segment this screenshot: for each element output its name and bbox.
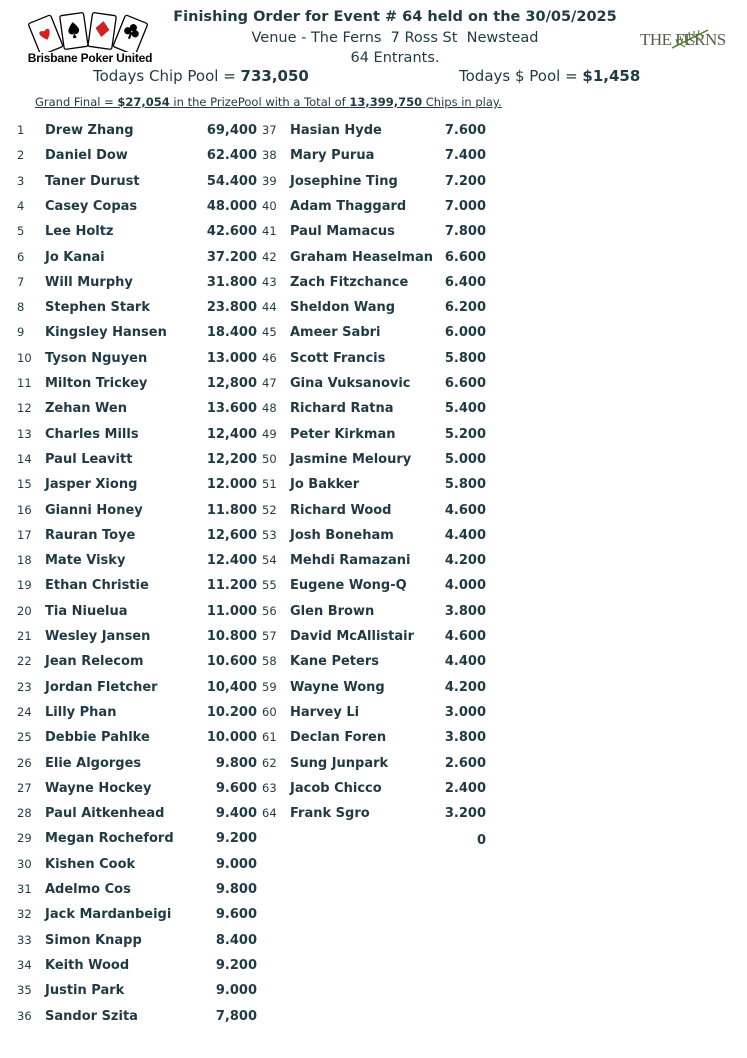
player-rank: 28	[17, 806, 32, 821]
player-rank: 39	[262, 173, 277, 188]
player-chips: 48.000	[206, 198, 257, 214]
player-name: Mehdi Ramazani	[290, 553, 411, 569]
grand-final-amount: $27,054	[117, 95, 170, 109]
player-rank: 11	[17, 376, 32, 390]
player-chips: 3.200	[444, 806, 486, 822]
player-rank: 6	[17, 249, 25, 264]
player-chips: 11.000	[206, 603, 257, 619]
player-name: Keith Wood	[45, 957, 130, 973]
player-name: Jack Mardanbeigi	[45, 907, 172, 923]
player-rank: 61	[262, 730, 277, 745]
player-name: Eugene Wong-Q	[290, 578, 407, 594]
player-chips: 12,800	[206, 376, 257, 391]
player-name: Jordan Fletcher	[45, 679, 158, 695]
the-ferns-logo	[640, 28, 736, 52]
grand-final-suffix: Chips in play.	[422, 95, 502, 109]
player-chips: 4.000	[444, 578, 486, 594]
player-chips: 3.800	[444, 603, 486, 619]
player-rank: 3	[17, 173, 25, 188]
player-rank: 37	[262, 123, 277, 137]
player-chips: 11.200	[206, 578, 257, 594]
player-chips: 10.200	[206, 704, 257, 720]
player-chips: 2.400	[444, 780, 486, 796]
page-title: Finishing Order for Event # 64 held on the 30/05/2025	[173, 9, 617, 25]
player-name: Ethan Christie	[45, 578, 149, 594]
player-name: Jo Kanai	[45, 249, 105, 265]
player-name: Simon Knapp	[45, 932, 142, 948]
player-name: Casey Copas	[45, 198, 138, 214]
player-rank: 62	[262, 755, 277, 770]
player-chips: 23.800	[206, 300, 257, 316]
chip-pool-label: Todays Chip Pool =	[93, 67, 241, 85]
player-name: Lilly Phan	[45, 704, 117, 720]
fern-leaf-icon	[670, 28, 710, 50]
player-rank: 29	[17, 831, 32, 846]
player-chips: 13.000	[206, 350, 257, 366]
player-name: Megan Rocheford	[45, 831, 174, 847]
player-chips: 4.600	[444, 502, 486, 518]
player-rank: 42	[262, 249, 277, 264]
player-rank: 56	[262, 603, 277, 618]
player-rank: 43	[262, 274, 277, 289]
player-name: Paul Leavitt	[45, 451, 133, 467]
player-rank: 48	[262, 401, 277, 416]
player-chips: 6.000	[444, 325, 486, 341]
chip-pool-value: 733,050	[240, 67, 309, 85]
player-name: Lee Holtz	[45, 224, 114, 240]
player-rank: 63	[262, 780, 277, 795]
player-chips: 3.000	[444, 704, 486, 720]
player-name: Harvey Li	[290, 704, 360, 720]
player-name: Jo Bakker	[290, 477, 360, 493]
player-rank: 8	[17, 300, 25, 315]
player-chips: 10,400	[206, 679, 257, 695]
player-chips: 10.800	[206, 629, 257, 644]
player-name: Adelmo Cos	[45, 882, 131, 897]
player-rank: 51	[262, 477, 277, 492]
player-rank: 19	[17, 578, 32, 593]
player-chips: 42.600	[206, 224, 257, 240]
player-chips: 12.400	[206, 553, 257, 569]
player-rank: 10	[17, 350, 32, 365]
player-chips: 9.600	[215, 907, 257, 923]
player-chips: 4.200	[444, 679, 486, 695]
player-name: Sung Junpark	[290, 755, 389, 771]
player-chips: 7.800	[444, 224, 486, 240]
player-chips: 11.800	[206, 502, 257, 518]
player-name: Zehan Wen	[45, 401, 127, 417]
grand-final-prefix: Grand Final =	[35, 95, 118, 109]
player-rank: 5	[17, 224, 25, 239]
player-name: Glen Brown	[290, 603, 375, 619]
player-rank: 58	[262, 654, 277, 669]
player-chips: 6.200	[444, 300, 486, 316]
player-chips: 5.800	[444, 350, 486, 366]
player-rank: 52	[262, 502, 277, 517]
player-name: Josephine Ting	[290, 173, 398, 189]
player-name: Sandor Szita	[45, 1008, 138, 1024]
player-name: Frank Sgro	[290, 806, 370, 822]
player-name: Scott Francis	[290, 350, 386, 366]
player-name: Sheldon Wang	[290, 300, 396, 316]
player-chips: 7.600	[444, 123, 486, 138]
player-name: Wayne Hockey	[45, 780, 152, 796]
player-chips: 12,600	[206, 527, 257, 543]
player-name: Tia Niuelua	[45, 603, 128, 619]
player-name: Ameer Sabri	[290, 325, 381, 341]
player-chips: 9.800	[215, 755, 257, 771]
player-name: Adam Thaggard	[290, 198, 407, 214]
player-rank: 1	[17, 123, 25, 137]
player-name: Kishen Cook	[45, 856, 136, 872]
player-name: Jasper Xiong	[45, 477, 138, 493]
player-rank: 18	[17, 553, 32, 568]
player-name: Jacob Chicco	[290, 780, 382, 796]
player-chips: 6.600	[444, 376, 486, 391]
player-name: Milton Trickey	[45, 376, 148, 391]
player-name: Declan Foren	[290, 730, 387, 746]
player-rank: 31	[17, 882, 32, 896]
player-name: Gianni Honey	[45, 502, 143, 518]
player-chips: 7.000	[444, 198, 486, 214]
player-name: Graham Heaselman	[290, 249, 434, 265]
player-name: Kingsley Hansen	[45, 325, 167, 341]
player-chips: 9.600	[215, 780, 257, 796]
player-chips: 4.600	[444, 629, 486, 644]
player-name: Justin Park	[45, 983, 125, 999]
player-chips: 9.000	[215, 856, 257, 872]
player-chips: 54.400	[206, 173, 257, 189]
player-name: Jean Relecom	[45, 654, 144, 670]
player-rank: 30	[17, 856, 32, 871]
player-chips: 9.800	[215, 882, 257, 897]
player-name: Richard Ratna	[290, 401, 394, 417]
player-chips: 5.000	[444, 451, 486, 467]
player-chips: 2.600	[444, 755, 486, 771]
player-chips: 37.200	[206, 249, 257, 265]
player-chips: 5.800	[444, 477, 486, 493]
player-name: Charles Mills	[45, 426, 139, 442]
dollar-pool-value: $1,458	[582, 67, 641, 85]
player-rank: 33	[17, 932, 32, 947]
player-rank: 16	[17, 502, 32, 517]
player-rank: 25	[17, 730, 32, 745]
player-name: Hasian Hyde	[290, 123, 382, 138]
player-chips: 12.000	[206, 477, 257, 493]
player-rank: 23	[17, 679, 32, 694]
player-chips: 9.200	[215, 957, 257, 973]
player-name: Tyson Nguyen	[45, 350, 148, 366]
player-rank: 45	[262, 325, 277, 340]
grand-final-middle: in the PrizePool with a Total of	[169, 95, 350, 109]
player-name: Zach Fitzchance	[290, 274, 409, 290]
player-name: Paul Mamacus	[290, 224, 395, 240]
player-name: Gina Vuksanovic	[290, 376, 411, 391]
player-chips: 31.800	[206, 274, 257, 290]
player-rank: 12	[17, 401, 32, 416]
player-rank: 41	[262, 224, 277, 239]
player-name: Daniel Dow	[45, 148, 128, 164]
player-rank: 36	[17, 1008, 32, 1023]
player-name: Will Murphy	[45, 274, 133, 290]
player-name: Peter Kirkman	[290, 426, 396, 442]
player-rank: 2	[17, 148, 25, 163]
ferns-logo-text: THE FERNS	[640, 30, 726, 49]
player-name: Taner Durust	[45, 173, 140, 189]
player-name: Elie Algorges	[45, 755, 142, 771]
player-chips: 10.600	[206, 654, 257, 670]
playing-cards-icon	[24, 10, 154, 52]
player-rank: 54	[262, 553, 277, 568]
player-chips: 5.200	[444, 426, 486, 442]
dollar-pool-label: Todays $ Pool =	[459, 67, 583, 85]
player-chips: 6.600	[444, 249, 486, 265]
player-chips: 5.400	[444, 401, 486, 417]
player-chips: 3.800	[444, 730, 486, 746]
player-rank: 27	[17, 780, 32, 795]
player-rank: 49	[262, 426, 277, 441]
player-rank: 17	[17, 527, 32, 542]
player-rank: 15	[17, 477, 32, 492]
player-chips: 7.200	[444, 173, 486, 189]
player-chips: 10.000	[206, 730, 257, 746]
player-rank: 7	[17, 274, 25, 289]
player-rank: 46	[262, 350, 277, 365]
player-chips: 13.600	[206, 401, 257, 417]
player-rank: 13	[17, 426, 32, 441]
player-rank: 64	[262, 806, 277, 821]
player-chips: 4.400	[444, 527, 486, 543]
player-rank: 32	[17, 907, 32, 922]
player-chips: 8.400	[215, 932, 257, 948]
player-chips: 12,400	[206, 426, 257, 442]
player-rank: 59	[262, 679, 277, 694]
player-name: Wayne Wong	[290, 679, 385, 695]
player-chips: 62.400	[206, 148, 257, 164]
player-rank: 26	[17, 755, 32, 770]
column-total: 0	[476, 833, 486, 848]
player-rank: 50	[262, 451, 277, 466]
player-name: Rauran Toye	[45, 527, 136, 543]
player-name: Wesley Jansen	[45, 629, 151, 644]
player-rank: 40	[262, 198, 277, 213]
player-name: Richard Wood	[290, 502, 392, 518]
chip-pool	[93, 67, 309, 85]
player-name: Drew Zhang	[45, 123, 134, 138]
player-chips: 9.400	[215, 806, 257, 822]
grand-final-chips: 13,399,750	[349, 95, 423, 109]
entrants-count: 64 Entrants.	[350, 50, 440, 66]
player-name: Paul Aitkenhead	[45, 806, 165, 822]
player-name: Josh Boneham	[290, 527, 394, 543]
player-chips: 7,800	[215, 1008, 257, 1024]
player-name: Kane Peters	[290, 654, 379, 670]
brand-name: Brisbane Poker United	[27, 51, 153, 65]
player-chips: 12,200	[206, 451, 257, 467]
player-chips: 69,400	[206, 123, 257, 138]
player-chips: 9.200	[215, 831, 257, 847]
player-rank: 44	[262, 300, 277, 315]
player-name: Mary Purua	[290, 148, 375, 164]
player-rank: 21	[17, 629, 32, 643]
player-name: Mate Visky	[45, 553, 126, 569]
brisbane-poker-united-logo	[18, 10, 162, 64]
player-rank: 14	[17, 451, 32, 466]
player-chips: 9.000	[215, 983, 257, 999]
player-rank: 9	[17, 325, 25, 340]
venue-line: Venue - The Ferns 7 Ross St Newstead	[251, 30, 539, 46]
player-chips: 18.400	[206, 325, 257, 341]
player-chips: 4.200	[444, 553, 486, 569]
player-chips: 6.400	[444, 274, 486, 290]
player-chips: 7.400	[444, 148, 486, 164]
player-rank: 20	[17, 603, 32, 618]
player-rank: 22	[17, 654, 32, 669]
player-rank: 57	[262, 629, 277, 643]
player-rank: 34	[17, 957, 32, 972]
player-chips: 4.400	[444, 654, 486, 670]
player-rank: 55	[262, 578, 277, 593]
player-name: Jasmine Meloury	[290, 451, 412, 467]
grand-final-summary	[35, 95, 502, 109]
dollar-pool	[459, 67, 640, 85]
player-name: Debbie Pahlke	[45, 730, 150, 746]
player-rank: 47	[262, 376, 277, 390]
player-name: Stephen Stark	[45, 300, 150, 316]
player-rank: 24	[17, 704, 32, 719]
player-name: David McAllistair	[290, 629, 414, 644]
player-rank: 38	[262, 148, 277, 163]
player-rank: 4	[17, 198, 25, 213]
player-rank: 60	[262, 704, 277, 719]
player-rank: 53	[262, 527, 277, 542]
player-rank: 35	[17, 983, 32, 998]
